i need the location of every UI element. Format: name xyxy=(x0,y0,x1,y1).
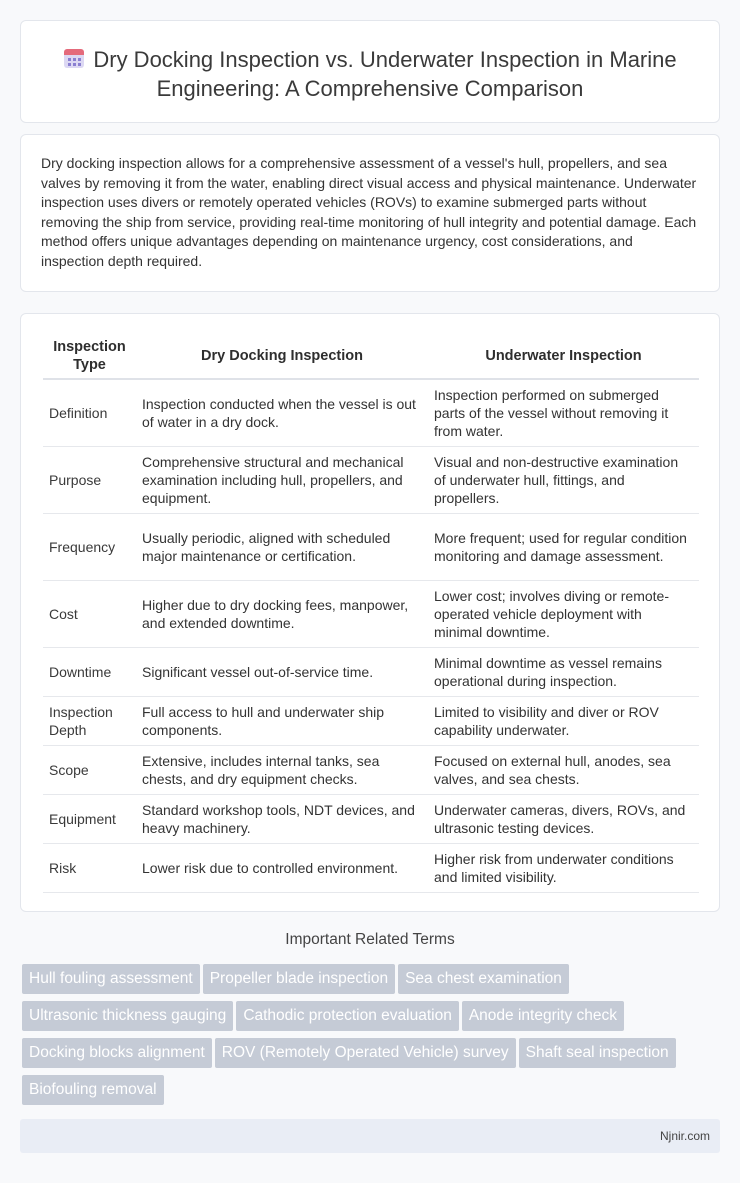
term-tag[interactable]: Hull fouling assessment xyxy=(22,964,200,994)
underwater-cell: Higher risk from underwater conditions and limited visibility. xyxy=(428,844,699,893)
term-tag[interactable]: ROV (Remotely Operated Vehicle) survey xyxy=(215,1038,516,1068)
intro-paragraph: Dry docking inspection allows for a comprehensive assessment of a vessel's hull, propellers, and sea valves by removing it from the water, enabling direct visual access and physical maintenance. Underwater inspection uses divers or remotely operated vehicles (ROVs) to examine submerged parts without removing the ship from service, providing real-time monitoring of hull integrity and potential damage. Each method offers unique advantages depending on maintenance urgency, cost considerations, and inspection depth required. xyxy=(41,155,697,269)
underwater-cell: Visual and non-destructive examination of underwater hull, fittings, and propellers. xyxy=(428,447,699,514)
table-header-row xyxy=(43,334,699,380)
row-label: Inspection Depth xyxy=(43,697,136,746)
term-tag[interactable]: Cathodic protection evaluation xyxy=(236,1001,459,1031)
table-row xyxy=(43,697,699,746)
table-row xyxy=(43,380,699,447)
row-label: Cost xyxy=(43,581,136,648)
page-title-text: Dry Docking Inspection vs. Underwater Inspection in Marine Engineering: A Comprehensive Comparison xyxy=(93,47,677,101)
row-label: Scope xyxy=(43,746,136,795)
table-row xyxy=(43,581,699,648)
dry-docking-cell: Significant vessel out-of-service time. xyxy=(136,648,428,697)
dry-docking-cell: Standard workshop tools, NDT devices, and heavy machinery. xyxy=(136,795,428,844)
row-label: Purpose xyxy=(43,447,136,514)
underwater-cell: More frequent; used for regular condition monitoring and damage assessment. xyxy=(428,514,699,581)
term-tag[interactable]: Biofouling removal xyxy=(22,1075,164,1105)
row-label: Equipment xyxy=(43,795,136,844)
dry-docking-cell: Comprehensive structural and mechanical examination including hull, propellers, and equipment. xyxy=(136,447,428,514)
row-label: Definition xyxy=(43,380,136,447)
page-title xyxy=(51,45,689,103)
term-tag[interactable]: Propeller blade inspection xyxy=(203,964,395,994)
column-header-inspection-type: Inspection Type xyxy=(43,334,136,380)
column-header-underwater: Underwater Inspection xyxy=(428,334,699,380)
row-label: Frequency xyxy=(43,514,136,581)
title-card xyxy=(20,20,720,123)
underwater-cell: Limited to visibility and diver or ROV capability underwater. xyxy=(428,697,699,746)
footer xyxy=(20,1119,720,1153)
term-tag[interactable]: Anode integrity check xyxy=(462,1001,624,1031)
underwater-cell: Underwater cameras, divers, ROVs, and ultrasonic testing devices. xyxy=(428,795,699,844)
table-row xyxy=(43,648,699,697)
table-row xyxy=(43,795,699,844)
calendar-icon xyxy=(63,47,85,69)
dry-docking-cell: Higher due to dry docking fees, manpower, and extended downtime. xyxy=(136,581,428,648)
underwater-cell: Lower cost; involves diving or remote-operated vehicle deployment with minimal downtime. xyxy=(428,581,699,648)
dry-docking-cell: Inspection conducted when the vessel is out of water in a dry dock. xyxy=(136,380,428,447)
footer-site-link[interactable]: Njnir.com xyxy=(659,1129,710,1143)
underwater-cell: Inspection performed on submerged parts of the vessel without removing it from water. xyxy=(428,380,699,447)
term-tag[interactable]: Sea chest examination xyxy=(398,964,569,994)
column-header-dry-docking: Dry Docking Inspection xyxy=(136,334,428,380)
dry-docking-cell: Full access to hull and underwater ship components. xyxy=(136,697,428,746)
table-row xyxy=(43,844,699,893)
term-tag[interactable]: Shaft seal inspection xyxy=(519,1038,676,1068)
intro-card xyxy=(20,134,720,292)
dry-docking-cell: Usually periodic, aligned with scheduled major maintenance or certification. xyxy=(136,514,428,581)
row-label: Risk xyxy=(43,844,136,893)
row-label: Downtime xyxy=(43,648,136,697)
dry-docking-cell: Extensive, includes internal tanks, sea chests, and dry equipment checks. xyxy=(136,746,428,795)
term-tag[interactable]: Docking blocks alignment xyxy=(22,1038,212,1068)
table-row xyxy=(43,746,699,795)
comparison-table xyxy=(43,334,699,893)
comparison-table-card xyxy=(20,313,720,912)
underwater-cell: Focused on external hull, anodes, sea valves, and sea chests. xyxy=(428,746,699,795)
term-tag[interactable]: Ultrasonic thickness gauging xyxy=(22,1001,233,1031)
dry-docking-cell: Lower risk due to controlled environment. xyxy=(136,844,428,893)
related-terms-list xyxy=(22,964,712,1112)
underwater-cell: Minimal downtime as vessel remains operational during inspection. xyxy=(428,648,699,697)
table-row xyxy=(43,447,699,514)
table-row xyxy=(43,514,699,581)
related-terms-heading: Important Related Terms xyxy=(285,931,455,948)
